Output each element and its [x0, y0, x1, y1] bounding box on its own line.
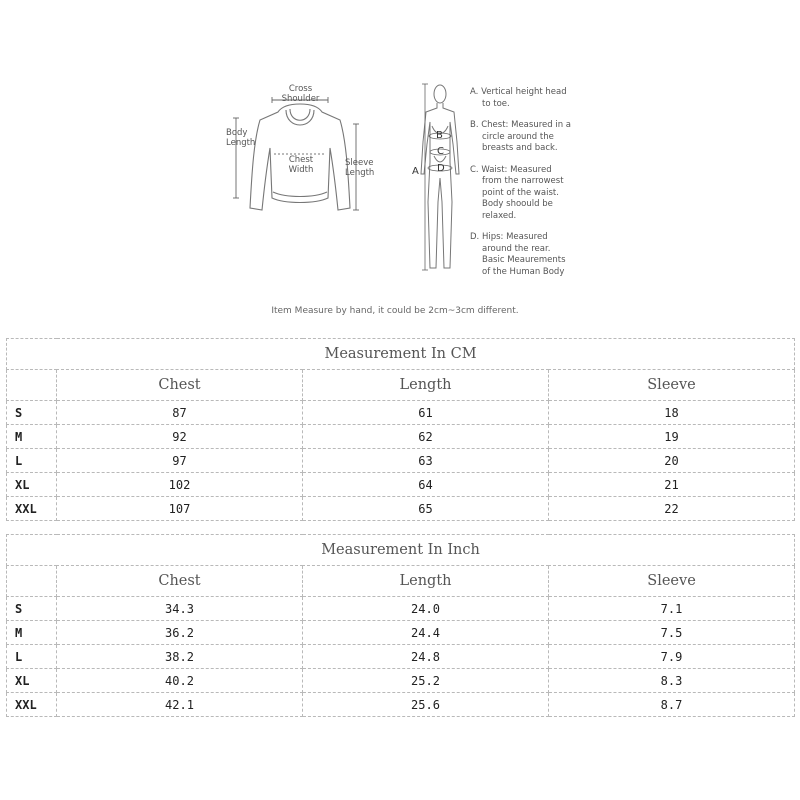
sleeve-length-label	[345, 158, 374, 178]
size-cell: M	[7, 621, 57, 645]
legend-b	[470, 120, 571, 155]
length-cell: 24.0	[303, 597, 549, 621]
legend-c-line1: C. Waist: Measured	[470, 164, 552, 175]
sleeve-cell: 8.3	[549, 669, 795, 693]
body-label-c: C	[437, 146, 444, 157]
legend-a-line1: A. Vertical height head	[470, 87, 567, 97]
inch-size-table	[6, 534, 795, 717]
size-cell: M	[7, 425, 57, 449]
legend-d-line2: around the rear.	[482, 243, 551, 254]
sleeve-cell: 8.7	[549, 693, 795, 717]
sleeve-cell: 18	[549, 401, 795, 425]
length-label: Length	[226, 138, 256, 148]
table-row	[7, 693, 795, 717]
sleeve-cell: 22	[549, 497, 795, 521]
sleeve-cell: 20	[549, 449, 795, 473]
measurement-note: Item Measure by hand, it could be 2cm~3cm different.	[271, 306, 519, 316]
size-cell: XXL	[7, 497, 57, 521]
chest-cell: 102	[57, 473, 303, 497]
table-row	[7, 621, 795, 645]
cm-header-chest: Chest	[57, 370, 303, 401]
table-row	[7, 645, 795, 669]
chest-cell: 92	[57, 425, 303, 449]
length-cell: 62	[303, 425, 549, 449]
size-cell: XL	[7, 669, 57, 693]
body-label-a: A	[412, 166, 419, 177]
cm-size-table	[6, 338, 795, 521]
sleeve-cell: 21	[549, 473, 795, 497]
sleeve-cell: 7.5	[549, 621, 795, 645]
chest-cell: 97	[57, 449, 303, 473]
inch-header-length: Length	[303, 566, 549, 597]
length-cell: 25.6	[303, 693, 549, 717]
table-row	[7, 473, 795, 497]
inch-header-chest: Chest	[57, 566, 303, 597]
size-cell: XXL	[7, 693, 57, 717]
table-row	[7, 669, 795, 693]
legend-b-line2: circle around the	[482, 131, 554, 142]
chest-label: Chest	[288, 155, 314, 165]
chest-width-label	[286, 155, 316, 175]
body-label: Body	[226, 128, 248, 138]
legend-c-line3: point of the waist.	[482, 187, 559, 198]
chest-cell: 107	[57, 497, 303, 521]
cross-shoulder-label	[278, 84, 323, 104]
cm-header-size	[7, 370, 57, 401]
size-cell: S	[7, 401, 57, 425]
cm-header-sleeve: Sleeve	[549, 370, 795, 401]
legend-a-line2: to toe.	[482, 98, 510, 109]
measurement-legend	[470, 87, 571, 278]
table-row	[7, 449, 795, 473]
inch-table-title: Measurement In Inch	[7, 535, 795, 566]
body-label-d: D	[437, 163, 445, 174]
chest-cell: 40.2	[57, 669, 303, 693]
sleeve-length-text: Length	[345, 168, 375, 178]
shoulder-label: Shoulder	[281, 94, 320, 104]
table-row	[7, 401, 795, 425]
legend-b-line1: B. Chest: Measured in a	[470, 120, 571, 130]
legend-c-line5: relaxed.	[482, 210, 517, 221]
legend-c-line2: from the narrowest	[482, 176, 564, 186]
width-label: Width	[288, 165, 314, 175]
table-row	[7, 597, 795, 621]
sleeve-cell: 7.9	[549, 645, 795, 669]
length-cell: 64	[303, 473, 549, 497]
inch-header-sleeve: Sleeve	[549, 566, 795, 597]
sleeve-cell: 7.1	[549, 597, 795, 621]
size-cell: L	[7, 645, 57, 669]
chest-cell: 34.3	[57, 597, 303, 621]
body-length-label	[226, 128, 255, 148]
table-row	[7, 497, 795, 521]
length-cell: 61	[303, 401, 549, 425]
legend-d-line4: of the Human Body	[482, 266, 565, 277]
length-cell: 25.2	[303, 669, 549, 693]
chest-cell: 38.2	[57, 645, 303, 669]
legend-c-line4: Body shoould be	[482, 199, 553, 209]
legend-c	[470, 165, 571, 223]
chest-cell: 87	[57, 401, 303, 425]
legend-d-line1: D. Hips: Measured	[470, 232, 548, 242]
sleeve-cell: 19	[549, 425, 795, 449]
table-row	[7, 425, 795, 449]
legend-d	[470, 232, 571, 278]
chest-cell: 36.2	[57, 621, 303, 645]
length-cell: 63	[303, 449, 549, 473]
cm-header-length: Length	[303, 370, 549, 401]
length-cell: 65	[303, 497, 549, 521]
legend-d-line3: Basic Meaurements	[482, 255, 566, 265]
body-label-b: B	[436, 130, 443, 141]
legend-a	[470, 87, 571, 110]
cross-label: Cross	[288, 84, 313, 94]
legend-b-line3: breasts and back.	[482, 143, 558, 153]
sleeve-label: Sleeve	[345, 158, 374, 168]
length-cell: 24.4	[303, 621, 549, 645]
cm-table-title: Measurement In CM	[7, 339, 795, 370]
human-body-diagram	[418, 82, 468, 278]
inch-header-size	[7, 566, 57, 597]
length-cell: 24.8	[303, 645, 549, 669]
size-cell: S	[7, 597, 57, 621]
size-cell: L	[7, 449, 57, 473]
size-cell: XL	[7, 473, 57, 497]
chest-cell: 42.1	[57, 693, 303, 717]
